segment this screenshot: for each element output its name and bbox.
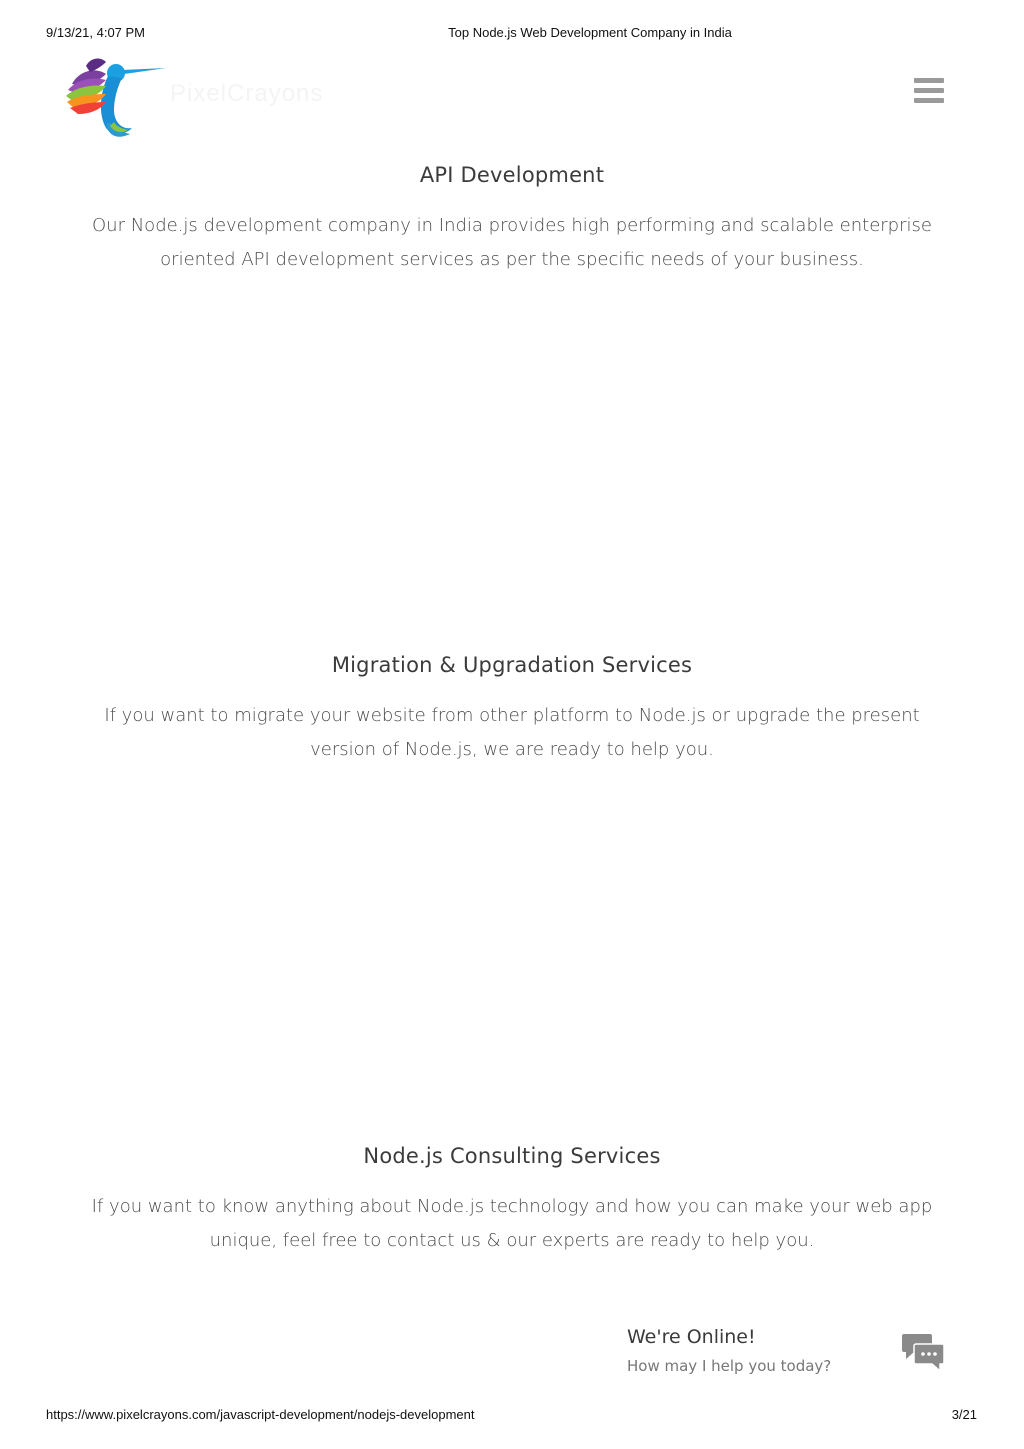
hamburger-menu-icon[interactable] [914, 78, 946, 106]
print-footer-url: https://www.pixelcrayons.com/javascript-development/nodejs-development [46, 1407, 475, 1422]
section-migration-upgradation [80, 653, 944, 767]
section-title: Migration & Upgradation Services [331, 653, 693, 677]
print-datetime: 9/13/21, 4:07 PM [46, 25, 146, 40]
print-page-number: 3/21 [951, 1407, 977, 1422]
section-api-development [80, 163, 944, 277]
section-description: Our Node.js development company in India provides high performing and scalable enterprise oriented API development services as per the specific needs of your business. [92, 215, 932, 270]
chat-bubbles-icon[interactable] [902, 1332, 946, 1372]
print-page-title: Top Node.js Web Development Company in India [448, 25, 732, 40]
site-logo[interactable] [60, 52, 350, 142]
chat-widget-subtitle: How may I help you today? [627, 1357, 832, 1375]
hummingbird-logo-icon [60, 52, 170, 142]
logo-text: PixelCrayons [170, 80, 324, 107]
section-title: API Development [419, 163, 605, 187]
section-description: If you want to know anything about Node.js technology and how you can make your web app unique, feel free to contact us & our experts are ready to help you. [91, 1196, 933, 1251]
section-description: If you want to migrate your website from other platform to Node.js or upgrade the present version of Node.js, we are ready to help you. [104, 705, 920, 760]
chat-widget[interactable] [626, 1322, 956, 1382]
section-nodejs-consulting [80, 1144, 944, 1258]
chat-widget-title: We're Online! [627, 1326, 756, 1348]
section-title: Node.js Consulting Services [363, 1144, 661, 1168]
